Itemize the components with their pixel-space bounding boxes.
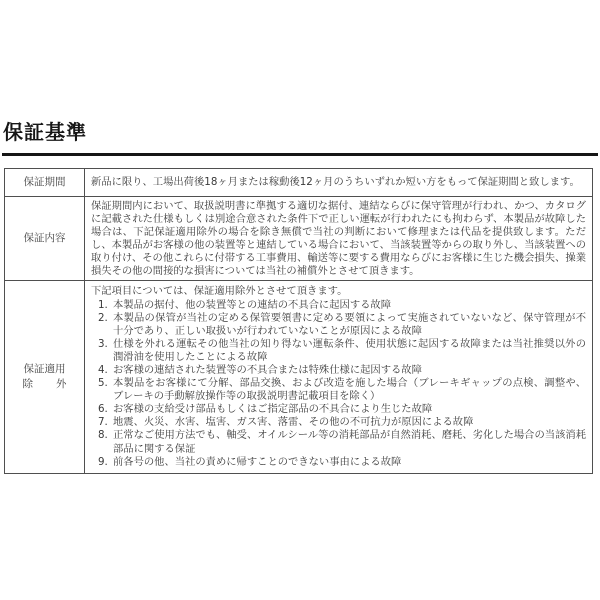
- list-item: [91, 377, 586, 403]
- list-item: [91, 456, 586, 469]
- table-row-warranty-period: [5, 169, 592, 197]
- row-content-warranty-period: 新品に限り、工場出荷後18ヶ月または稼動後12ヶ月のうちいずれか短い方をもって保証期間と致します。: [91, 176, 580, 189]
- item-text: 本製品の保管が当社の定める保管要領書に定める要領によって実施されていないなど、保守管理が不十分であり、正しい取扱いが行われていないことが原因による故障: [113, 311, 586, 337]
- item-text: 本製品をお客様にて分解、部品交換、および改造を施した場合（ブレーキギャップの点検、調整や、ブレーキの手動解放操作等の取扱説明書記載項目を除く）: [113, 377, 586, 403]
- warranty-table: [4, 168, 593, 474]
- exclusion-label-line2: 除 外: [22, 378, 67, 391]
- list-item: [91, 299, 586, 312]
- item-number: 7.: [98, 416, 108, 429]
- item-number: 4.: [98, 364, 108, 376]
- item-text: お客様の連結された装置等の不具合または特殊仕様に起因する故障: [113, 364, 422, 376]
- list-item: [91, 416, 586, 429]
- row-content-warranty-exclusions: [85, 281, 592, 472]
- list-item: [91, 364, 586, 377]
- row-label-warranty-exclusions: [5, 281, 85, 472]
- item-text: 仕様を外れる運転その他当社の知り得ない運転条件、使用状態に起因する故障または当社推奨以外の潤滑油を使用したことによる故障: [113, 337, 586, 363]
- row-label-warranty-coverage: 保証内容: [5, 197, 85, 280]
- exclusion-label-line1: 保証適用: [23, 363, 66, 376]
- item-number: 9.: [98, 455, 108, 468]
- exclusion-intro: 下記項目については、保証適用除外とさせて頂きます。: [91, 285, 348, 298]
- row-content-warranty-coverage: 保証期間内において、取扱説明書に準拠する適切な据付、連結ならびに保守管理が行われ、かつ、カタログに記載された仕様もしくは別途合意された条件下で正しい運転が行われたにも拘わらず、本製品が故障した場合は、下記保証適用除外の場合を除き無償で当社の判断において修理または代品を提供致します。ただし、本製品がお客様の他の装置等と連結している場合において、当該装置等からの取り外し、当該装置への取り付け、その他これらに付帯する工事費用、輸送等に要する費用ならびにお客様に生じた機会損失、操業損失その他の間接的な損害については当社の補償外とさせて頂きます。: [91, 200, 586, 277]
- page-title: 保証基準: [3, 120, 87, 144]
- item-text: 前各号の他、当社の責めに帰すことのできない事由による故障: [113, 455, 402, 468]
- item-number: 6.: [98, 403, 108, 416]
- list-item: [91, 312, 586, 338]
- item-number: 3.: [98, 337, 108, 350]
- title-divider: [2, 153, 598, 156]
- item-text: お客様の支給受け部品もしくはご指定部品の不具合により生じた故障: [113, 403, 433, 416]
- list-item: [91, 403, 586, 416]
- table-row-warranty-coverage: [5, 197, 592, 281]
- list-item: [91, 338, 586, 364]
- row-label-warranty-period: 保証期間: [5, 169, 85, 196]
- item-text: 本製品の据付、他の装置等との連結の不具合に起因する故障: [113, 298, 392, 311]
- item-text: 地震、火災、水害、塩害、ガス害、落雷、その他の不可抗力が原因による故障: [113, 416, 474, 429]
- item-number: 5.: [98, 377, 108, 390]
- item-number: 2.: [98, 311, 108, 324]
- item-number: 1.: [98, 298, 108, 311]
- list-item: [91, 429, 586, 455]
- table-row-warranty-exclusions: [5, 281, 592, 472]
- item-text: 正常なご使用方法でも、軸受、オイルシール等の消耗部品が自然消耗、磨耗、劣化した場合の当該消耗部品に関する保証: [113, 429, 586, 455]
- item-number: 8.: [98, 429, 108, 442]
